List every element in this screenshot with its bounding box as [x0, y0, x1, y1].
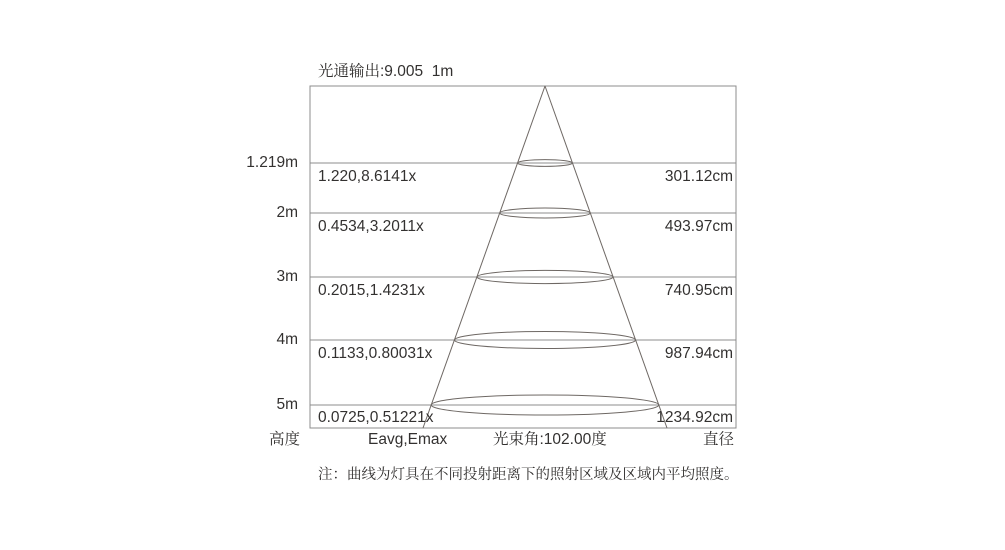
diameter-value-4: 987.94cm [664, 345, 733, 362]
eavg-emax-axis-label: Eavg,Emax [368, 431, 448, 448]
eavg-emax-value-4: 0.1133,0.80031x [318, 345, 433, 362]
diameter-value-2: 493.97cm [664, 218, 733, 235]
eavg-emax-value-5: 0.0725,0.51221x [318, 409, 434, 426]
height-label-2: 2m [276, 204, 298, 221]
eavg-emax-value-3: 0.2015,1.4231x [318, 282, 425, 299]
height-label-1: 1.219m [246, 154, 298, 171]
luminous-flux-title: 光通输出:9.005 1m [318, 63, 454, 80]
beam-cone-right-edge [545, 86, 667, 428]
diameter-axis-label: 直径 [702, 431, 734, 448]
height-axis-label: 高度 [268, 431, 300, 448]
diagram-footnote: 注：曲线为灯具在不同投射距离下的照射区域及区域内平均照度。 [318, 467, 739, 483]
height-label-3: 3m [276, 268, 298, 285]
beam-cone-left-edge [423, 86, 545, 428]
height-label-5: 5m [276, 396, 298, 413]
eavg-emax-value-1: 1.220,8.6141x [318, 168, 417, 185]
diameter-value-5: 1234.92cm [656, 409, 733, 426]
beam-angle-label: 光束角:102.00度 [493, 431, 607, 448]
diagram-frame [310, 86, 736, 428]
height-label-4: 4m [276, 331, 298, 348]
eavg-emax-value-2: 0.4534,3.2011x [318, 218, 424, 235]
diameter-value-3: 740.95cm [664, 282, 733, 299]
diameter-value-1: 301.12cm [664, 168, 733, 185]
